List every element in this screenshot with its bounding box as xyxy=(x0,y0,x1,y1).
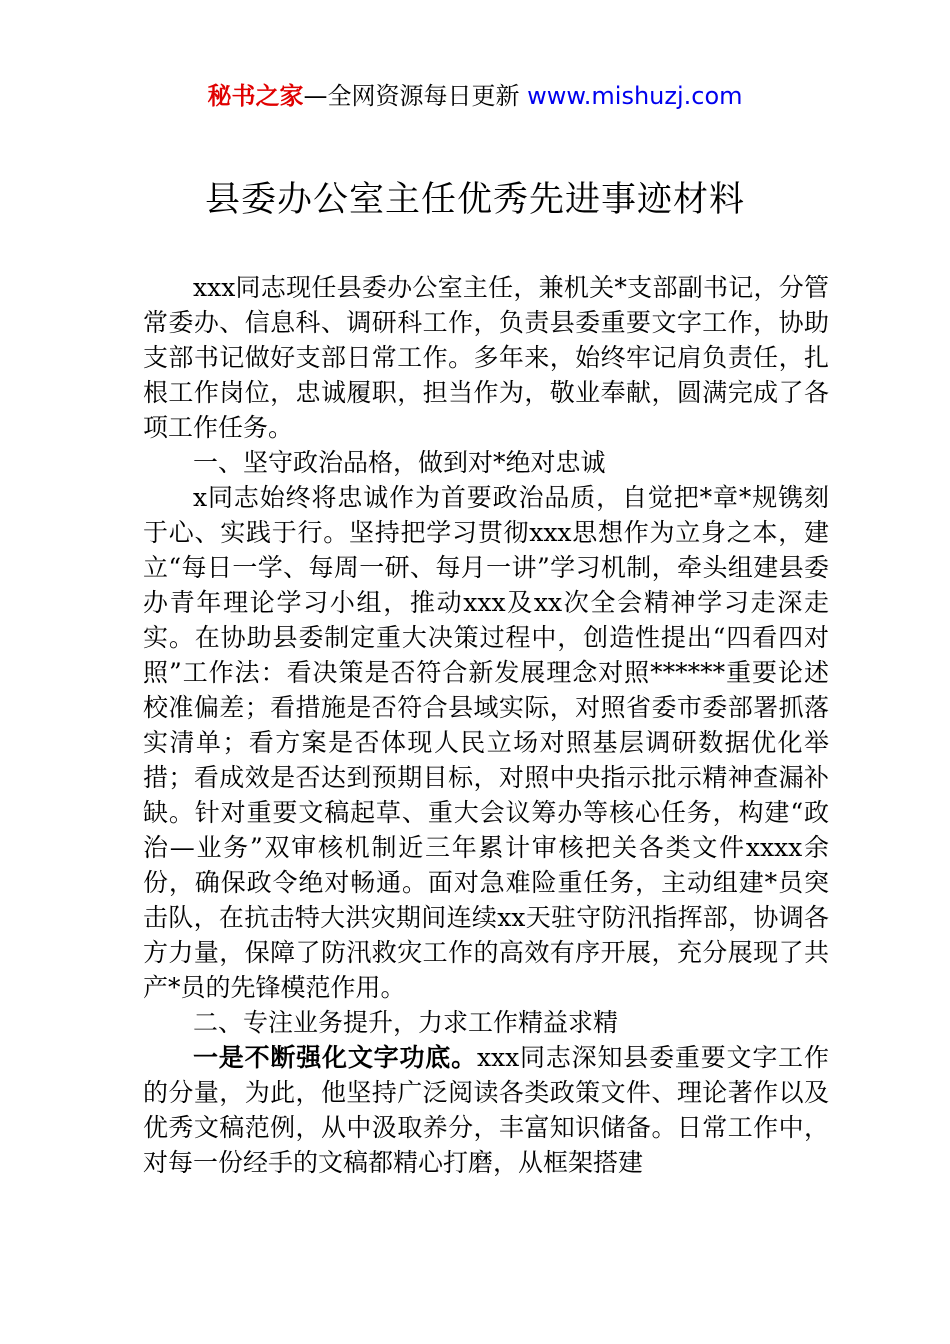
site-header xyxy=(0,80,950,112)
paragraph-text: x同志始终将忠诚作为首要政治品质，自觉把*章*规镌刻于心、实践于行。坚持把学习贯彻xxx思想作为立身之本，建立“每日一学、每周一研、每月一讲”学习机制，牵头组建县委办青年理论学习小组，推动xxx及xx次全会精神学习走深走实。在协助县委制定重大决策过程中，创造性提出“四看四对照”工作法：看决策是否符合新发展理念对照******重要论述校准偏差；看措施是否符合县域实际，对照省委市委部署抓落实清单；看方案是否体现人民立场对照基层调研数据优化举措；看成效是否达到预期目标，对照中央指示批示精神查漏补缺。针对重要文稿起草、重大会议筹办等核心任务，构建“政治—业务”双审核机制近三年累计审核把关各类文件xxxx余份，确保政令绝对畅通。面对急难险重任务，主动组建*员突击队，在抗击特大洪灾期间连续xx天驻守防汛指挥部，协调各方力量，保障了防汛救灾工作的高效有序开展，充分展现了共产*员的先锋模范作用。 xyxy=(143,483,829,1002)
section-heading-1 xyxy=(143,445,829,480)
paragraph-text: xxx同志现任县委办公室主任，兼机关*支部副书记，分管常委办、信息科、调研科工作，负责县委重要文字工作，协助支部书记做好支部日常工作。多年来，始终牢记肩负责任，扎根工作岗位，忠诚履职，担当作为，敬业奉献，圆满完成了各项工作任务。 xyxy=(143,273,829,442)
heading-text: 二、专注业务提升，力求工作精益求精 xyxy=(193,1008,619,1037)
paragraph-lead-in: 一是不断强化文字功底。 xyxy=(193,1043,477,1072)
document-title: 县委办公室主任优秀先进事迹材料 xyxy=(204,180,745,220)
section-heading-2 xyxy=(143,1005,829,1040)
paragraph-writing xyxy=(143,1040,829,1180)
paragraph-intro xyxy=(143,270,829,445)
paragraph-text: xxx同志深知县委重要文字工作的分量，为此，他坚持广泛阅读各类政策文件、理论著作以及优秀文稿范例，从中汲取养分，丰富知识储备。日常工作中，对每一份经手的文稿都精心打磨，从框架搭建 xyxy=(143,1043,829,1177)
document-body xyxy=(143,270,829,1180)
heading-text: 一、坚守政治品格，做到对*绝对忠诚 xyxy=(193,448,606,477)
paragraph-loyalty xyxy=(143,480,829,1005)
site-url[interactable]: www.mishuzj.com xyxy=(527,82,743,110)
brand-name: 秘书之家 xyxy=(207,82,304,110)
header-tagline: —全网资源每日更新 xyxy=(303,82,528,110)
